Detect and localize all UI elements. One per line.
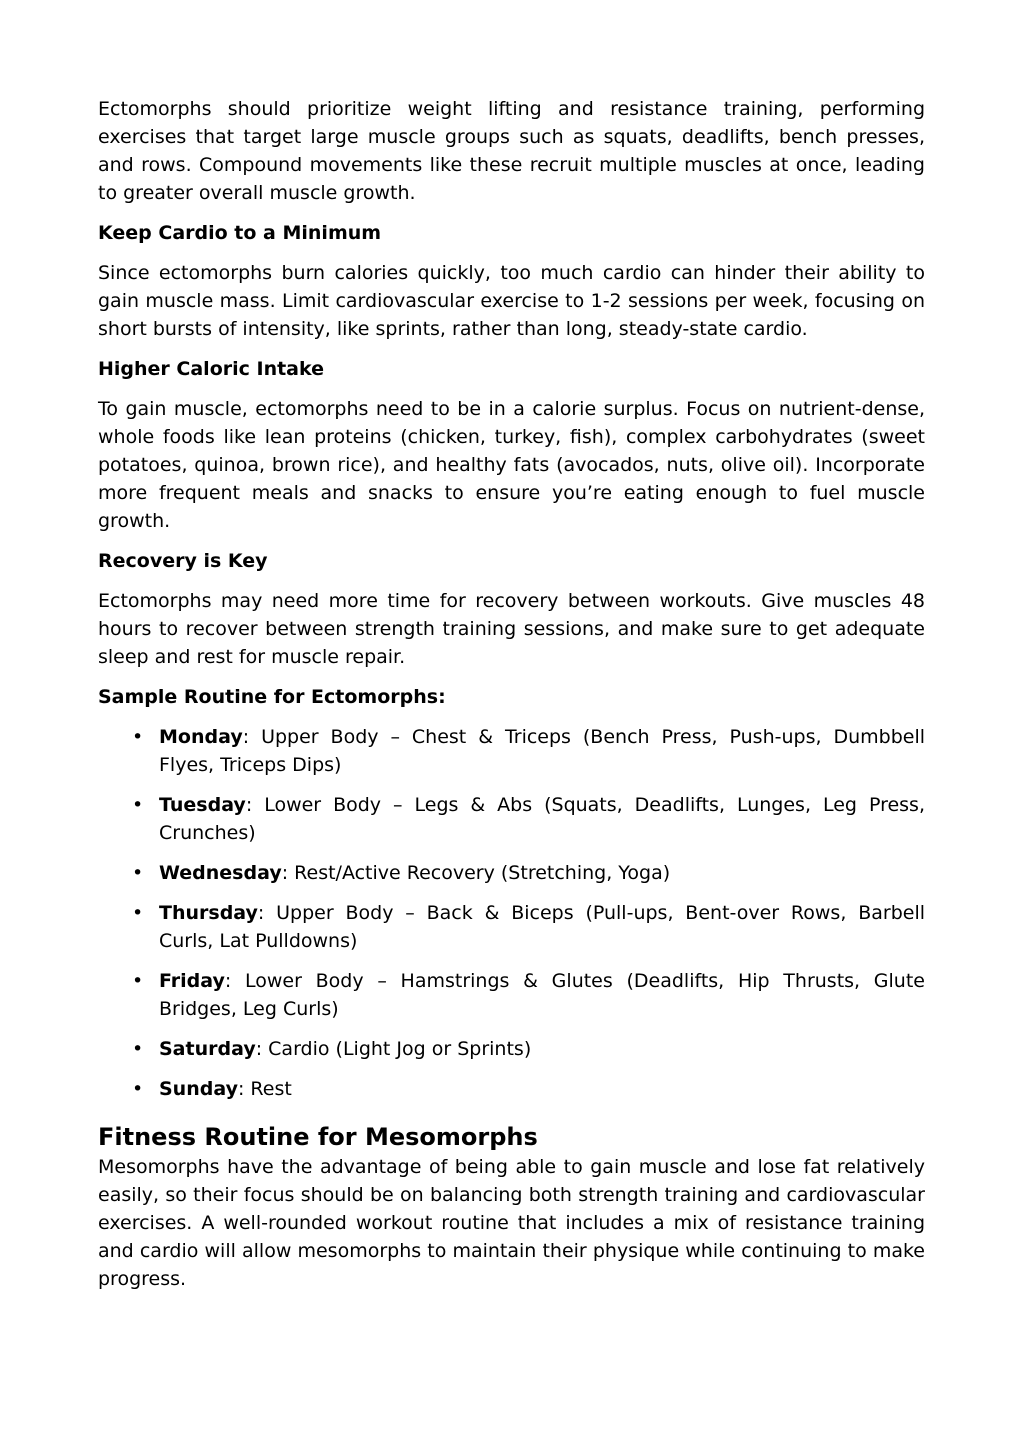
routine-list bbox=[98, 723, 925, 1103]
routine-day: Tuesday bbox=[159, 794, 246, 816]
routine-day: Friday bbox=[159, 970, 225, 992]
routine-item-thursday bbox=[132, 899, 925, 955]
routine-item-sunday bbox=[132, 1075, 925, 1103]
recovery-heading: Recovery is Key bbox=[98, 550, 268, 572]
caloric-paragraph: To gain muscle, ectomorphs need to be in a calorie surplus. Focus on nutrient-dense, whole foods like lean proteins (chicken, turkey, fish), complex carbohydrates (sweet potatoes, quinoa, brown rice), and healthy fats (avocados, nuts, olive oil). Incorporate more frequent meals and snacks to ensure you’re eating enough to fuel muscle growth. bbox=[98, 398, 925, 532]
mesomorph-paragraph: Mesomorphs have the advantage of being able to gain muscle and lose fat relatively easily, so their focus should be on balancing both strength training and cardiovascular exercises. A well-rounded workout routine that includes a mix of resistance training and cardio will allow mesomorphs to maintain their physique while continuing to make progress. bbox=[98, 1156, 925, 1290]
cardio-heading: Keep Cardio to a Minimum bbox=[98, 222, 382, 244]
routine-item-monday bbox=[132, 723, 925, 779]
bullet-icon: • bbox=[132, 794, 144, 816]
caloric-heading: Higher Caloric Intake bbox=[98, 358, 325, 380]
bullet-icon: • bbox=[132, 726, 144, 748]
routine-heading: Sample Routine for Ectomorphs: bbox=[98, 686, 446, 708]
routine-day: Sunday bbox=[159, 1078, 238, 1100]
routine-item-wednesday bbox=[132, 859, 925, 887]
routine-description: : Cardio (Light Jog or Sprints) bbox=[255, 1038, 532, 1060]
routine-description: : Upper Body – Back & Biceps (Pull-ups, Bent-over Rows, Barbell Curls, Lat Pulldowns) bbox=[159, 902, 925, 952]
document-page bbox=[98, 95, 925, 1305]
routine-day: Thursday bbox=[159, 902, 258, 924]
routine-description: : Lower Body – Legs & Abs (Squats, Deadlifts, Lunges, Leg Press, Crunches) bbox=[159, 794, 925, 844]
bullet-icon: • bbox=[132, 902, 144, 924]
routine-item-tuesday bbox=[132, 791, 925, 847]
cardio-paragraph: Since ectomorphs burn calories quickly, too much cardio can hinder their ability to gain muscle mass. Limit cardiovascular exercise to 1-2 sessions per week, focusing on short bursts of intensity, like sprints, rather than long, steady-state cardio. bbox=[98, 262, 925, 340]
bullet-icon: • bbox=[132, 1078, 144, 1100]
routine-day: Wednesday bbox=[159, 862, 282, 884]
routine-item-saturday bbox=[132, 1035, 925, 1063]
bullet-icon: • bbox=[132, 862, 144, 884]
routine-item-friday bbox=[132, 967, 925, 1023]
routine-day: Saturday bbox=[159, 1038, 256, 1060]
routine-description: : Rest bbox=[237, 1078, 292, 1100]
bullet-icon: • bbox=[132, 970, 144, 992]
routine-description: : Rest/Active Recovery (Stretching, Yoga) bbox=[281, 862, 671, 884]
routine-description: : Upper Body – Chest & Triceps (Bench Press, Push-ups, Dumbbell Flyes, Triceps Dips) bbox=[159, 726, 925, 776]
intro-paragraph: Ectomorphs should prioritize weight lifting and resistance training, performing exercises that target large muscle groups such as squats, deadlifts, bench presses, and rows. Compound movements like these recruit multiple muscles at once, leading to greater overall muscle growth. bbox=[98, 98, 925, 204]
mesomorph-heading: Fitness Routine for Mesomorphs bbox=[98, 1123, 538, 1151]
routine-description: : Lower Body – Hamstrings & Glutes (Deadlifts, Hip Thrusts, Glute Bridges, Leg Curls) bbox=[159, 970, 925, 1020]
routine-day: Monday bbox=[159, 726, 243, 748]
recovery-paragraph: Ectomorphs may need more time for recovery between workouts. Give muscles 48 hours to recover between strength training sessions, and make sure to get adequate sleep and rest for muscle repair. bbox=[98, 590, 925, 668]
bullet-icon: • bbox=[132, 1038, 144, 1060]
